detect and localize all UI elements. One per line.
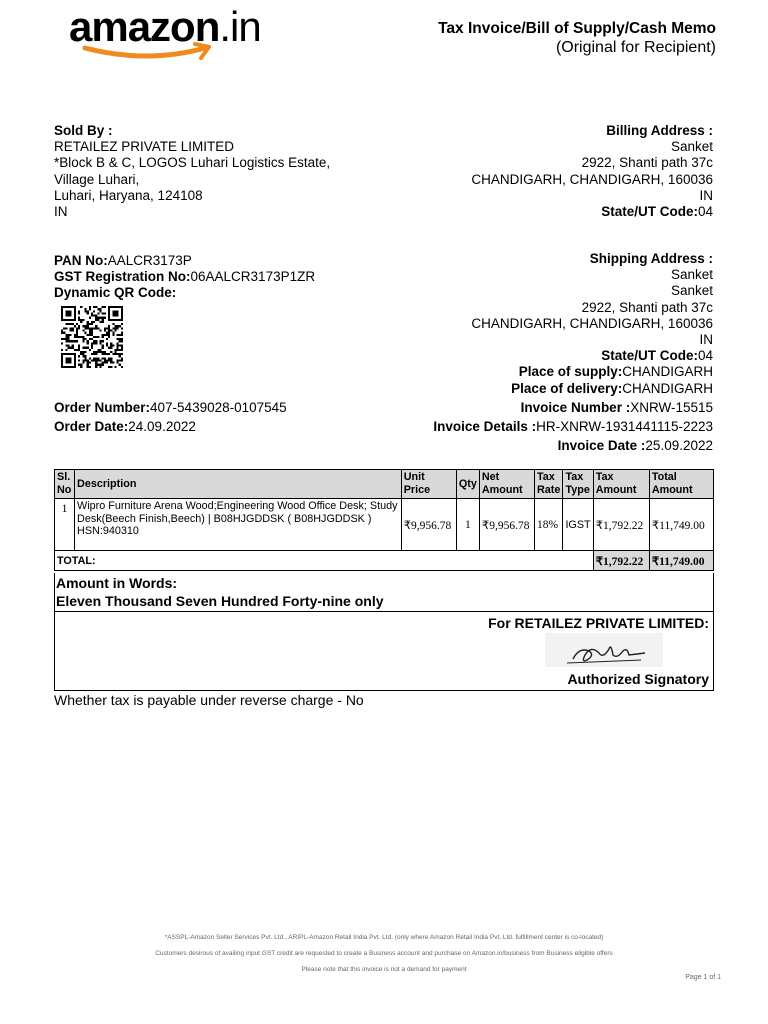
- shipping-label: Shipping Address :: [589, 251, 713, 266]
- table-header-row: [55, 470, 714, 499]
- billing-name: Sanket: [670, 139, 713, 155]
- order-number-value: 407-5439028-0107545: [150, 400, 287, 415]
- invoice-details-value: HR-XNRW-1931441115-2223: [536, 419, 713, 434]
- footer-note-1: *ASSPL-Amazon Seller Services Pvt. Ltd., ARIPL-Amazon Retail India Pvt. Ltd. (only where Amazon Retail India Pvt. Ltd. fulfillment center is co-located): [164, 934, 604, 941]
- page-title: Tax Invoice/Bill of Supply/Cash Memo: [438, 20, 716, 37]
- col-header-sl: Sl. No: [55, 470, 75, 499]
- invoice-date-value: 25.09.2022: [645, 438, 713, 453]
- gst-label: GST Registration No:: [54, 269, 191, 285]
- supply-label: Place of supply:: [518, 364, 623, 380]
- qr-code-image: [60, 306, 124, 368]
- page-number: Page 1 of 1: [685, 974, 721, 981]
- item-description: Wipro Furniture Arena Wood;Engineering Wood Office Desk; Study Desk(Beech Finish,Beech) | B08HJGDDSK ( B08HJGDDSK ): [77, 500, 398, 525]
- total-amount: ₹11,749.00: [649, 551, 713, 571]
- shipping-line1: 2922, Shanti path 37c: [581, 299, 713, 315]
- logo-main: amazon: [69, 3, 220, 50]
- col-header-description: Description: [75, 470, 402, 499]
- billing-line3: IN: [699, 187, 713, 203]
- order-date-label: Order Date:: [54, 419, 129, 434]
- cell-tax-amount: ₹1,792.22: [593, 499, 649, 551]
- shipping-address-block: [471, 251, 713, 397]
- table-total-row: [55, 551, 714, 571]
- billing-label: Billing Address :: [606, 123, 713, 138]
- col-header-tax-type: Tax Type: [563, 470, 593, 499]
- signature-image: [545, 633, 663, 667]
- order-number-label: Order Number:: [54, 400, 151, 415]
- item-hsn: HSN:940310: [77, 525, 139, 537]
- supply-value: CHANDIGARH: [622, 364, 713, 380]
- col-header-tax-rate: Tax Rate: [534, 470, 562, 499]
- cell-tax-rate: 18%: [534, 499, 562, 551]
- billing-line1: 2922, Shanti path 37c: [581, 155, 713, 171]
- place-of-supply: [471, 364, 713, 380]
- billing-address-block: [471, 123, 713, 220]
- seller-address-line4: IN: [54, 204, 68, 220]
- cell-tax-type: IGST: [563, 499, 593, 551]
- shipping-state-value: 04: [697, 348, 713, 364]
- billing-state: [471, 204, 713, 220]
- billing-state-label: State/UT Code:: [601, 204, 698, 220]
- billing-state-value: 04: [697, 204, 713, 220]
- order-block: [54, 398, 287, 436]
- col-header-tax-amount: Tax Amount: [593, 470, 649, 499]
- total-tax-amount: ₹1,792.22: [593, 551, 649, 571]
- seller-address-line2: Village Luhari,: [54, 171, 140, 187]
- cell-qty: 1: [456, 499, 479, 551]
- invoice-title-block: [438, 19, 716, 57]
- col-header-total-amount: Total Amount: [649, 470, 713, 499]
- cell-total-amount: ₹11,749.00: [649, 499, 713, 551]
- shipping-name1: Sanket: [670, 267, 713, 283]
- shipping-line2: CHANDIGARH, CHANDIGARH, 160036: [471, 315, 713, 331]
- pan-label: PAN No:: [54, 253, 108, 268]
- amount-in-words-block: [54, 573, 714, 612]
- shipping-name2: Sanket: [670, 283, 713, 299]
- items-table: [54, 469, 714, 571]
- shipping-state: [471, 348, 713, 364]
- seller-name: RETAILEZ PRIVATE LIMITED: [54, 139, 235, 155]
- pan-value: AALCR3173P: [107, 253, 192, 268]
- seller-address-line1: *Block B & C, LOGOS Luhari Logistics Estate,: [54, 155, 331, 171]
- table-row: [55, 499, 714, 551]
- qr-code: [60, 306, 124, 368]
- page-subtitle: (Original for Recipient): [555, 39, 716, 56]
- delivery-label: Place of delivery:: [511, 380, 623, 396]
- gst-value: 06AALCR3173P1ZR: [190, 269, 316, 285]
- sold-by-label: Sold By :: [54, 123, 113, 138]
- invoice-block: [433, 398, 713, 455]
- seller-address-line3: Luhari, Haryana, 124108: [54, 187, 203, 203]
- invoice-number-value: XNRW-15515: [630, 400, 713, 415]
- col-header-unit-price: Unit Price: [401, 470, 456, 499]
- order-date-value: 24.09.2022: [128, 419, 196, 434]
- authorized-signatory-label: Authorized Signatory: [567, 671, 709, 687]
- cell-sl: 1: [55, 499, 75, 551]
- billing-line2: CHANDIGARH, CHANDIGARH, 160036: [471, 171, 713, 187]
- invoice-date-label: Invoice Date :: [557, 438, 646, 453]
- logo-suffix: .in: [219, 3, 261, 50]
- amazon-logo: [55, 0, 310, 70]
- footer-note-2: Customers desirous of availing input GST credit are requested to create a Business account and purchase on Amazon.in/business from Business eligible offers: [155, 950, 613, 957]
- place-of-delivery: [471, 381, 713, 397]
- signature-block: [54, 611, 714, 691]
- delivery-value: CHANDIGARH: [622, 380, 713, 396]
- shipping-line3: IN: [699, 332, 713, 348]
- qr-label: Dynamic QR Code:: [54, 285, 177, 301]
- total-label: TOTAL:: [55, 551, 594, 571]
- amount-in-words-value: Eleven Thousand Seven Hundred Forty-nine only: [56, 593, 384, 609]
- seller-ids-block: [54, 253, 315, 302]
- invoice-details-label: Invoice Details :: [433, 419, 537, 434]
- cell-unit-price: ₹9,956.78: [401, 499, 456, 551]
- amount-in-words-label: Amount in Words:: [56, 575, 178, 591]
- footer-note-3: Please note that this invoice is not a demand for payment: [301, 966, 467, 973]
- cell-net-amount: ₹9,956.78: [479, 499, 534, 551]
- reverse-charge-note: Whether tax is payable under reverse charge - No: [54, 692, 364, 708]
- col-header-qty: Qty: [456, 470, 479, 499]
- col-header-net-amount: Net Amount: [479, 470, 534, 499]
- for-company-label: For RETAILEZ PRIVATE LIMITED:: [488, 615, 709, 631]
- sold-by-block: [54, 123, 330, 220]
- shipping-state-label: State/UT Code:: [601, 348, 698, 364]
- cell-description: [75, 499, 402, 551]
- invoice-number-label: Invoice Number :: [520, 400, 631, 415]
- smile-arrow-icon: [77, 42, 227, 62]
